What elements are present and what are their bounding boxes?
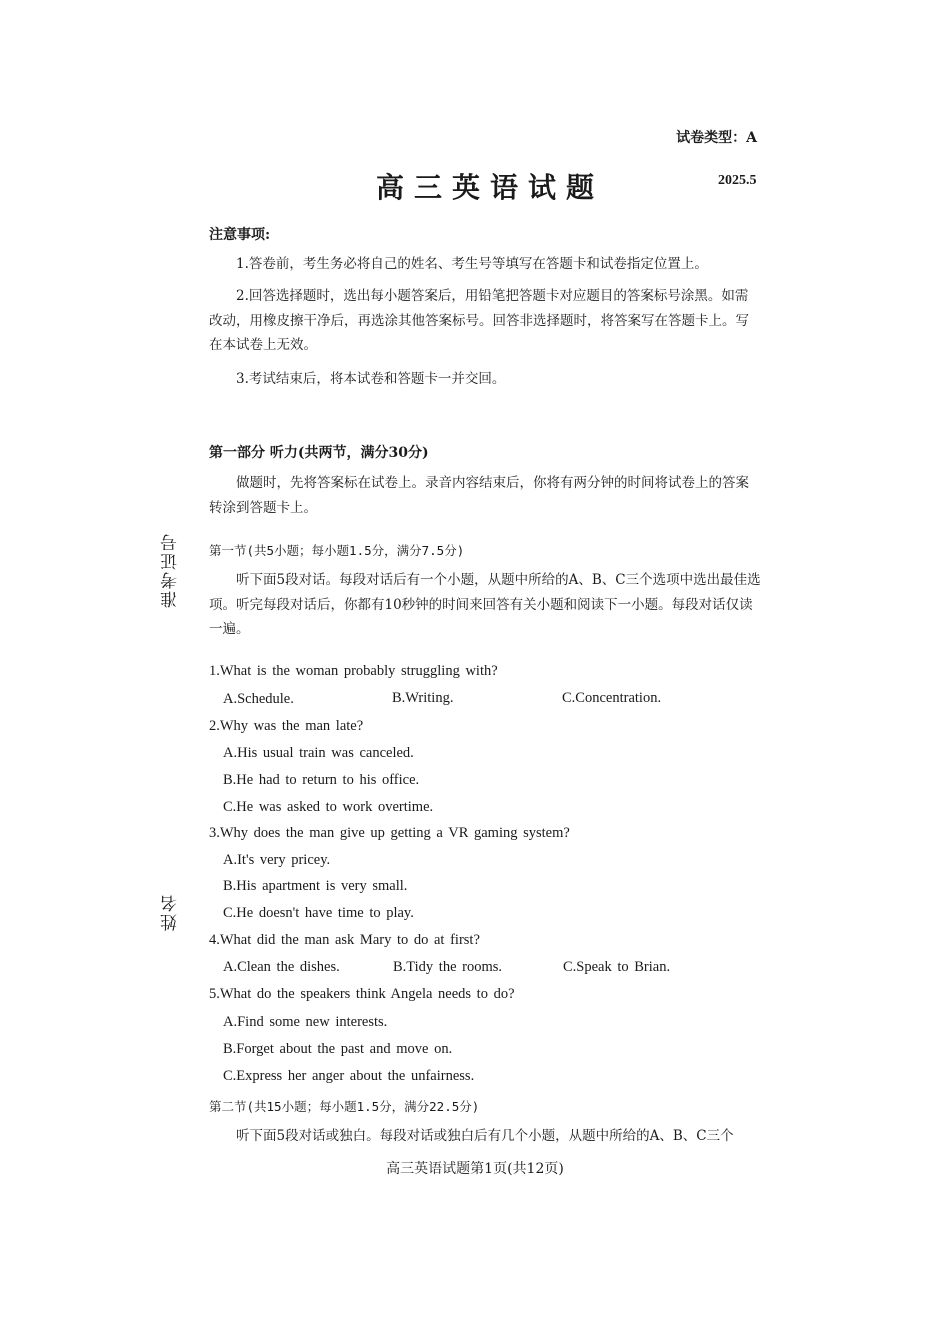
question-3-option-b: B.His apartment is very small. (223, 878, 408, 894)
question-5-option-a: A.Find some new interests. (223, 1014, 388, 1030)
section1-heading: 第一节(共5小题；每小题1.5分，满分7.5分) (209, 543, 465, 558)
notice-item-2: 2.回答选择题时，选出每小题答案后，用铅笔把答题卡对应题目的答案标号涂黑。如需改动，用橡皮擦干净后，再选涂其他答案标号。回答非选择题时，将答案写在答题卡上。写在本试卷上无效。 (209, 288, 749, 353)
section1-intro: 听下面5段对话。每段对话后有一个小题，从题中所给的A、B、C三个选项中选出最佳选项。听完每段对话后，你都有10秒钟的时间来回答有关小题和阅读下一小题。每段对话仅读一遍。 (209, 572, 761, 637)
question-2-option-c: C.He was asked to work overtime. (223, 799, 434, 815)
question-4-option-a: A.Clean the dishes. (223, 959, 340, 975)
question-3-option-a: A.It's very pricey. (223, 852, 331, 868)
notice-item-1: 1.答卷前，考生务必将自己的姓名、考生号等填写在答题卡和试卷指定位置上。 (236, 256, 708, 272)
section2-intro: 听下面5段对话或独白。每段对话或独白后有几个小题，从题中所给的A、B、C三个 (236, 1128, 734, 1144)
exam-date: 2025.5 (718, 173, 757, 188)
question-1-option-a: A.Schedule. (223, 691, 294, 707)
question-1-option-b: B.Writing. (392, 690, 454, 706)
question-1-option-c: C.Concentration. (562, 690, 662, 706)
notice-heading: 注意事项: (209, 227, 271, 243)
question-2-option-a: A.His usual train was canceled. (223, 745, 414, 761)
section2-heading: 第二节(共15小题；每小题1.5分，满分22.5分) (209, 1099, 480, 1114)
question-4-option-c: C.Speak to Brian. (563, 959, 671, 975)
question-3-stem: 3.Why does the man give up getting a VR gaming system? (209, 825, 570, 841)
page-footer: 高三英语试题第1页(共12页) (386, 1161, 564, 1177)
question-2-option-b: B.He had to return to his office. (223, 772, 420, 788)
part1-heading: 第一部分 听力(共两节，满分30分) (209, 445, 429, 461)
question-1-stem: 1.What is the woman probably struggling with? (209, 663, 498, 679)
page-title: 高三英语试题 (375, 171, 604, 204)
student-name-label: 姓名 (161, 893, 181, 931)
question-4-option-b: B.Tidy the rooms. (393, 959, 503, 975)
question-5-option-b: B.Forget about the past and move on. (223, 1041, 453, 1057)
question-4-stem: 4.What did the man ask Mary to do at first? (209, 932, 480, 948)
question-2-stem: 2.Why was the man late? (209, 718, 364, 734)
question-5-stem: 5.What do the speakers think Angela needs to do? (209, 986, 515, 1002)
question-5-option-c: C.Express her anger about the unfairness. (223, 1068, 475, 1084)
exam-number-label: 准考证号 (161, 532, 181, 608)
question-3-option-c: C.He doesn't have time to play. (223, 905, 414, 921)
part1-intro: 做题时，先将答案标在试卷上。录音内容结束后，你将有两分钟的时间将试卷上的答案转涂到答题卡上。 (209, 475, 749, 516)
notice-item-3: 3.考试结束后，将本试卷和答题卡一并交回。 (236, 371, 506, 387)
paper-type: 试卷类型：A (676, 130, 757, 146)
